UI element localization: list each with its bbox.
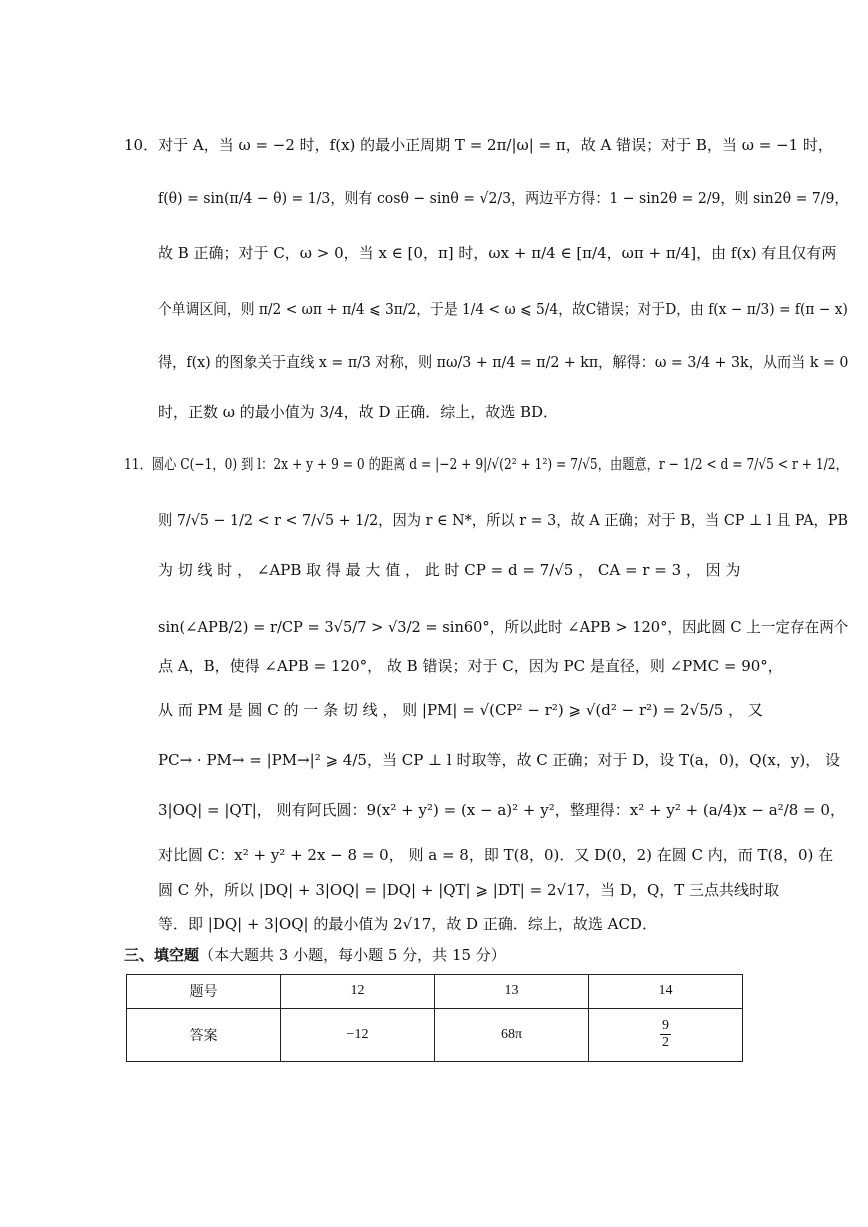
text-line: 3|OQ| = |QT|， 则有阿氏圆：9(x² + y²) = (x − a)² + y²，整理得：x² + y² + (a/4)x − a²/8 = 0， — [158, 801, 845, 819]
answer-table — [126, 974, 743, 1062]
text-line: 圆 C 外，所以 |DQ| + 3|OQ| = |DQ| + |QT| ⩾ |DT| = 2√17，当 D，Q，T 三点共线时取 — [158, 881, 780, 899]
text-line: 时，正数 ω 的最小值为 3/4，故 D 正确．综上，故选 BD． — [158, 403, 559, 421]
text-line: f(θ) = sin(π/4 − θ) = 1/3，则有 cosθ − sinθ = √2/3，两边平方得：1 − sin2θ = 2/9，则 sin2θ = 7/9， — [158, 189, 849, 207]
table-cell: 答案 — [127, 1008, 281, 1061]
text-line: 等．即 |DQ| + 3|OQ| 的最小值为 2√17，故 D 正确．综上，故选 ACD． — [158, 915, 657, 933]
text-line: 为 切 线 时 ， ∠APB 取 得 最 大 值 ， 此 时 CP = d = 7/√5 ， CA = r = 3 ， 因 为 — [158, 561, 741, 579]
table-cell: 题号 — [127, 975, 281, 1009]
text-line: 个单调区间，则 π/2 < ωπ + π/4 ⩽ 3π/2，于是 1/4 < ω ⩽ 5/4，故C错误；对于D，由 f(x − π/3) = f(π − x) — [158, 300, 848, 318]
table-cell: 68π — [435, 1008, 589, 1061]
table-row — [127, 975, 743, 1009]
text-line: 从 而 PM 是 圆 C 的 一 条 切 线 ， 则 |PM| = √(CP² − r²) ⩾ √(d² − r²) = 2√5/5 ， 又 — [158, 701, 763, 719]
text-line: 点 A，B，使得 ∠APB = 120°， 故 B 错误；对于 C，因为 PC 是直径，则 ∠PMC = 90°， — [158, 657, 783, 675]
table-cell: 14 — [589, 975, 743, 1009]
table-row — [127, 1008, 743, 1061]
section-title: 三、填空题 — [124, 946, 200, 964]
fraction-denominator: 2 — [662, 1035, 669, 1051]
table-cell — [589, 1008, 743, 1061]
fraction-numerator: 9 — [662, 1018, 669, 1034]
table-cell: −12 — [281, 1008, 435, 1061]
table-cell: 13 — [435, 975, 589, 1009]
text-line: PC→ · PM→ = |PM→|² ⩾ 4/5，当 CP ⊥ l 时取等，故 C 正确；对于 D，设 T(a，0)，Q(x，y)， 设 — [158, 751, 840, 769]
text-line: 11．圆心 C(−1，0) 到 l：2x + y + 9 = 0 的距离 d = |−2 + 9|/√(2² + 1²) = 7/√5，由题意，r − 1/2 < d = 7/√5 < r + 1/2， — [124, 455, 848, 473]
text-line: 对比圆 C：x² + y² + 2x − 8 = 0， 则 a = 8，即 T(8，0)．又 D(0，2) 在圆 C 内，而 T(8，0) 在 — [158, 846, 834, 864]
text-line: 故 B 正确；对于 C，ω > 0，当 x ∈ [0，π] 时，ωx + π/4 ∈ [π/4，ωπ + π/4]，由 f(x) 有且仅有两 — [158, 244, 837, 262]
fraction — [660, 1018, 671, 1051]
section-heading — [124, 944, 506, 965]
table-cell: 12 — [281, 975, 435, 1009]
text-line: 得，f(x) 的图象关于直线 x = π/3 对称，则 πω/3 + π/4 = π/2 + kπ，解得：ω = 3/4 + 3k，从而当 k = 0 — [158, 353, 849, 371]
section-note: （本大题共 3 小题，每小题 5 分，共 15 分） — [199, 946, 506, 964]
text-line: 则 7/√5 − 1/2 < r < 7/√5 + 1/2，因为 r ∈ N*，所以 r = 3，故 A 正确；对于 B，当 CP ⊥ l 且 PA，PB — [158, 511, 848, 529]
text-line: 10．对于 A，当 ω = −2 时，f(x) 的最小正周期 T = 2π/|ω| = π，故 A 错误；对于 B，当 ω = −1 时， — [124, 136, 833, 154]
text-line: sin(∠APB/2) = r/CP = 3√5/7 > √3/2 = sin60°，所以此时 ∠APB > 120°，因此圆 C 上一定存在两个 — [158, 618, 849, 636]
